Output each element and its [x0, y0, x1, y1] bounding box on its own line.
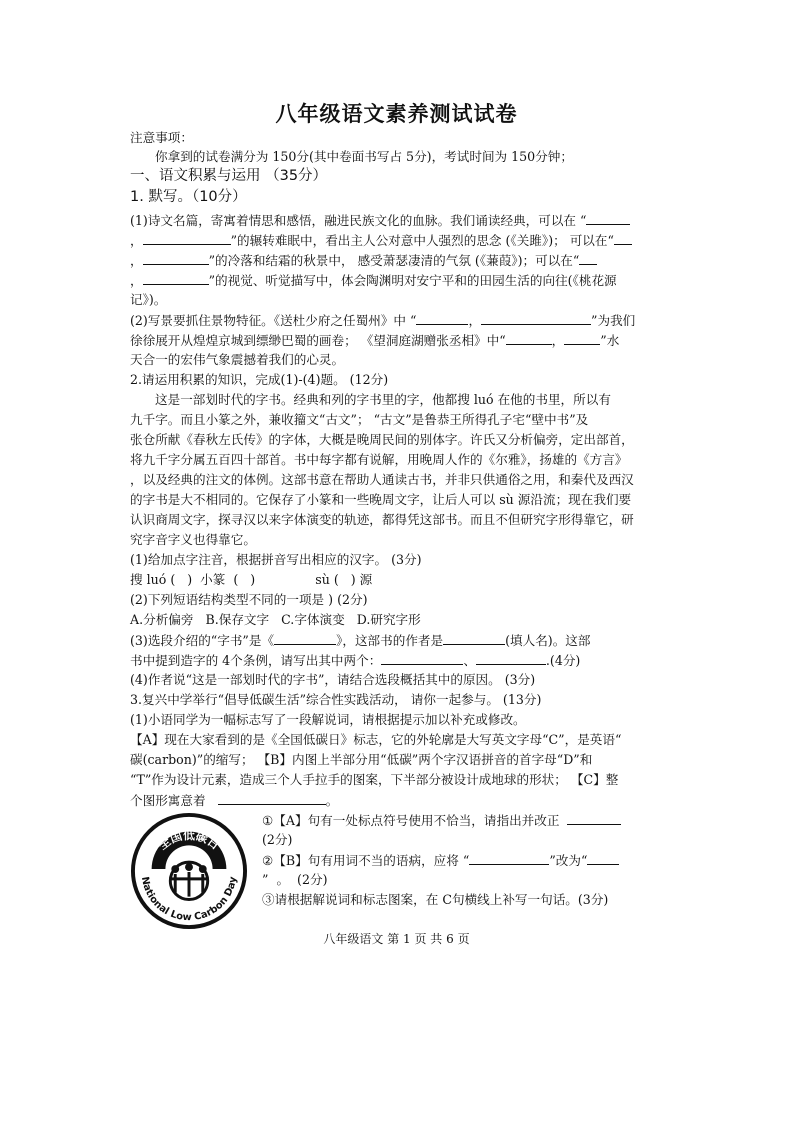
- answer-blank[interactable]: [567, 812, 621, 825]
- answer-blank[interactable]: [218, 792, 326, 805]
- answer-blank[interactable]: [443, 632, 505, 645]
- person-icon: [199, 865, 207, 873]
- passage-line: 究字音字义也得靠它。: [130, 532, 256, 547]
- answer-blank[interactable]: [274, 632, 336, 645]
- q3-sub1-score: (2分): [262, 832, 293, 847]
- q2-sub2-options: A.分析偏旁 B.保存文字 C.字体演变 D.研究字形: [130, 612, 421, 627]
- question-2-heading: 2.请运用积累的知识，完成(1)-(4)题。 (12分): [130, 372, 389, 387]
- passage-line: 将九千字分属五百四十部首。书中每字都有说解，用晚周人作的《尔雅》，扬雄的《方言》: [130, 452, 628, 467]
- q3-sub2-line: ②【B】句有用词不当的语病，应将 “ ”改为“: [262, 852, 672, 869]
- q1-part2-line1: (2)写景要抓住景物特征。《送杜少府之任蜀州》中 “ ， ”为我们: [130, 313, 636, 328]
- passage-line: 这是一部划时代的字书。经典和列的字书里的字，他都搜 luó 在他的书里，所以有: [155, 392, 611, 407]
- answer-blank[interactable]: [564, 332, 600, 345]
- q3-paragraph-line: 碳(carbon)”的缩写； 【B】内图上半部分用“低碳”两个字汉语拼音的首字母“D”和: [130, 752, 593, 767]
- answer-blank[interactable]: [416, 312, 468, 325]
- logo-top-text: 全国低碳日: [155, 828, 223, 853]
- section-heading: 一、语文积累与运用 （35分）: [130, 168, 328, 184]
- answer-blank[interactable]: [143, 252, 209, 265]
- person-icon: [171, 865, 179, 873]
- answer-blank[interactable]: [579, 252, 597, 265]
- logo-ring-text: National Low Carbon Day: [138, 875, 240, 924]
- passage-line: 认识商周文字，探寻汉以来字体演变的轨迹，都得凭这部书。而且不但研究字形得靠它，研: [130, 512, 634, 527]
- answer-blank[interactable]: [586, 212, 630, 225]
- question-1-heading: 1. 默写。（10分）: [130, 189, 247, 205]
- q1-part1-line5: 记》)。: [130, 292, 167, 307]
- q3-paragraph-line: 【A】现在大家看到的是《全国低碳日》标志，它的外轮廓是大写英文字母“C”，是英语“: [130, 732, 622, 747]
- answer-blank[interactable]: [143, 232, 231, 245]
- passage-line: 张仓所献《春秋左氏传》的字体，大概是晚周民间的别体字。许氏又分析偏旁，定出部首，: [130, 432, 634, 447]
- passage-line: 九千字。而且小篆之外，兼收籀文“古文”； “古文”是鲁恭王所得孔子宅“壁中书”及: [130, 412, 589, 427]
- passage-line: 的字书是大不相同的。它保存了小篆和一些晚周文字，让后人可以 sù 源沿流；现在我们要: [130, 492, 632, 507]
- answer-blank[interactable]: [506, 332, 552, 345]
- page-title: 八年级语文素养测试试卷: [275, 102, 518, 126]
- national-low-carbon-day-logo: [130, 812, 248, 930]
- q1-part2-line3: 天合一的宏伟气象震撼着我们的心灵。: [130, 352, 345, 367]
- answer-blank[interactable]: [469, 852, 549, 865]
- page-footer: 八年级语文 第 1 页 共 6 页: [323, 932, 470, 946]
- q2-sub3-line2: 书中提到造字的 4个条例，请写出其中两个： 、 .(4分): [130, 653, 581, 668]
- person-icon: [185, 863, 193, 871]
- q3-sub3-line: ③请根据解说词和标志图案，在 C句横线上补写一句话。(3分): [262, 892, 609, 907]
- answer-blank[interactable]: [481, 312, 591, 325]
- q3-sub1-heading: (1)小语同学为一幅标志写了一段解说词，请根据提示加以补充或修改。: [130, 712, 526, 727]
- q2-sub4: (4)作者说“这是一部划时代的字书”，请结合选段概括其中的原因。 (3分): [130, 672, 536, 687]
- q1-part1-line2: ， ”的辗转难眠中，看出主人公对意中人强烈的思念 (《关雎》)； 可以在“: [130, 232, 670, 249]
- answer-blank[interactable]: [143, 272, 209, 285]
- q1-part1-line4: ， ”的视觉、听觉描写中，体会陶渊明对安宁平和的田园生活的向往(《桃花源: [130, 273, 617, 288]
- q2-sub3-line1: (3)选段介绍的“字书”是《 》，这部书的作者是 (填人名)。这部: [130, 633, 591, 648]
- q2-sub2-heading: (2)下列短语结构类型不同的一项是 ) (2分): [130, 592, 368, 607]
- notice-heading: 注意事项：: [130, 130, 193, 145]
- q2-sub1-items: 搜 luó ( ) 小篆 ( ) sù ( ) 源: [130, 572, 373, 587]
- q3-paragraph-line: “T”作为设计元素，造成三个人手拉手的图案，下半部分被设计成地球的形状； 【C】整: [130, 772, 619, 787]
- q3-sub2-score: ” 。 (2分): [262, 872, 328, 887]
- answer-blank[interactable]: [587, 852, 619, 865]
- q1-part1-line1: (1)诗文名篇，寄寓着情思和感悟，融进民族文化的血脉。我们诵读经典，可以在 “: [130, 212, 670, 229]
- question-3-heading: 3.复兴中学举行“倡导低碳生活”综合性实践活动， 请你一起参与。 (13分): [130, 692, 542, 707]
- notice-text: 你拿到的试卷满分为 150分(其中卷面书写占 5分)，考试时间为 150分钟；: [155, 149, 573, 164]
- passage-line: ，以及经典的注文的体例。这部书意在帮助人通读古书，并非只供通俗之用，和秦代及西汉: [130, 472, 634, 487]
- answer-blank[interactable]: [476, 652, 546, 665]
- answer-blank[interactable]: [381, 652, 463, 665]
- answer-blank[interactable]: [614, 232, 632, 245]
- q1-part2-line2: 徐徐展开从煌煌京城到缥缈巴蜀的画卷； 《望洞庭湖赠张丞相》中“ ， ”水: [130, 333, 620, 348]
- q3-paragraph-line: 个图形寓意着 。: [130, 793, 339, 808]
- q1-part1-line3: ， ”的冷落和结霜的秋景中， 感受萧瑟凄清的气氛 (《蒹葭》)；可以在“: [130, 252, 670, 269]
- q2-sub1-heading: (1)给加点字注音，根据拼音写出相应的汉字。 (3分): [130, 552, 422, 567]
- q3-sub1-line: ①【A】句有一处标点符号使用不恰当，请指出并改正: [262, 812, 672, 829]
